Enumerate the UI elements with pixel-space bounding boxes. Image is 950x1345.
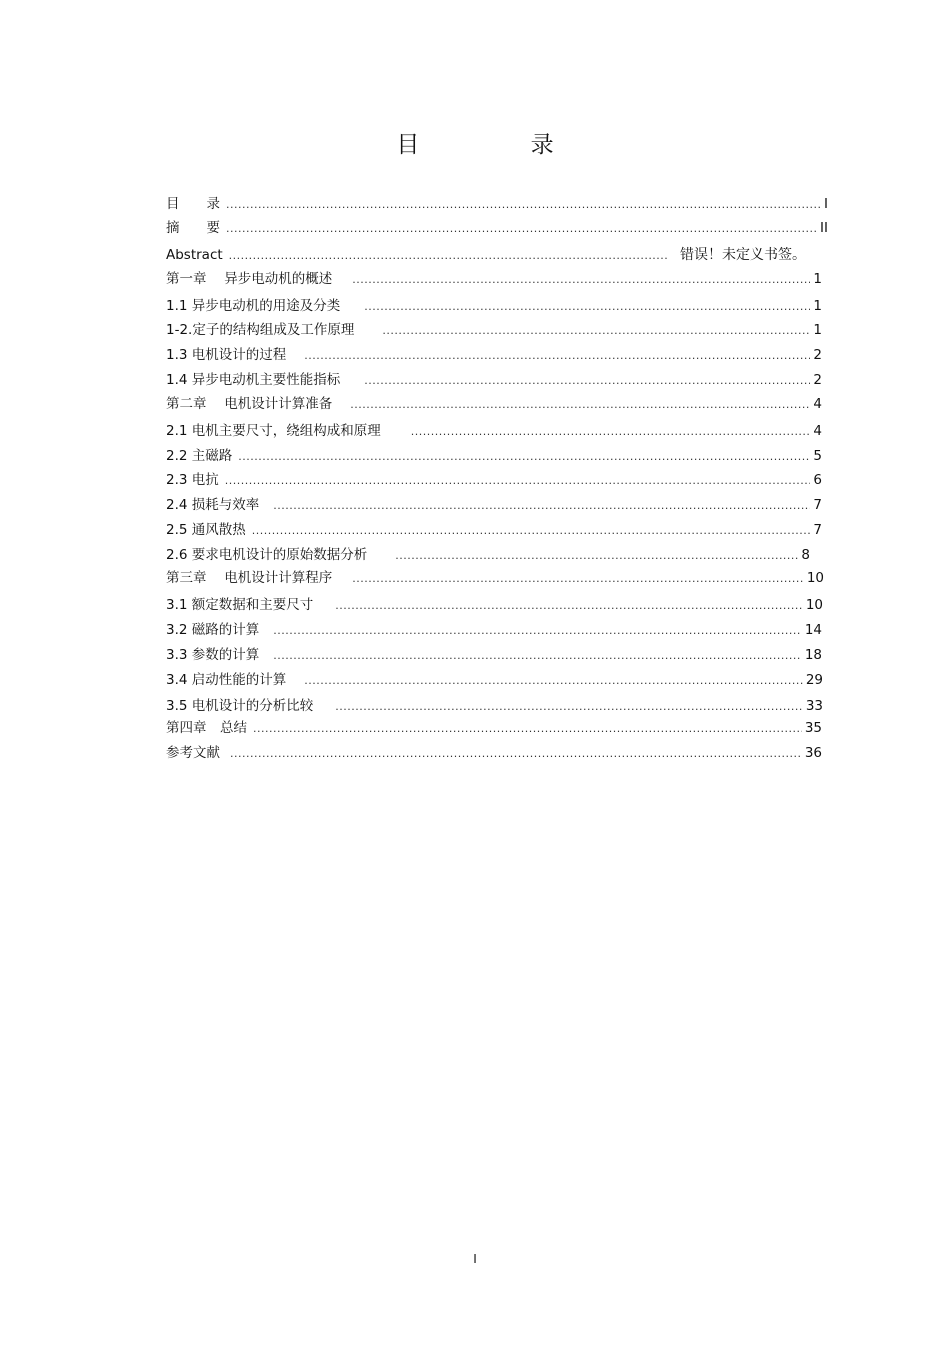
page-title: 目 录 xyxy=(396,132,606,158)
toc-entry[interactable] xyxy=(166,521,822,540)
toc-entry[interactable] xyxy=(166,671,823,690)
toc-entry-label: 2.5 通风散热 xyxy=(166,522,246,538)
toc-entry[interactable] xyxy=(166,270,822,289)
toc-entry-label: 1-2.定子的结构组成及工作原理 xyxy=(166,322,355,338)
toc-leader-dots xyxy=(253,720,802,738)
toc-error-text: 错误！未定义书签。 xyxy=(680,247,806,263)
toc-leader-dots xyxy=(335,698,803,716)
toc-entry-page: 6 xyxy=(813,472,822,488)
toc-entry[interactable] xyxy=(166,496,822,515)
toc-entry-label: 3.4 启动性能的计算 xyxy=(166,672,287,688)
toc-entry-page: 7 xyxy=(813,497,822,513)
toc-leader-dots xyxy=(364,372,810,390)
toc-entry-label: 1.1 异步电动机的用途及分类 xyxy=(166,298,341,314)
toc-entry[interactable] xyxy=(166,719,822,738)
toc-entry[interactable] xyxy=(166,219,828,238)
toc-entry-label: 第四章 总结 xyxy=(166,720,247,736)
toc-entry-page: 14 xyxy=(804,622,822,638)
toc-entry[interactable] xyxy=(166,195,828,214)
toc-entry[interactable] xyxy=(166,471,822,490)
toc-entry-page: 36 xyxy=(804,745,822,761)
toc-entry-page: 7 xyxy=(813,522,822,538)
toc-entry-page: 1 xyxy=(813,322,822,338)
toc-entry-page: 10 xyxy=(806,570,824,586)
toc-entry[interactable] xyxy=(166,646,822,665)
toc-entry-label: 第三章 电机设计计算程序 xyxy=(166,570,333,586)
toc-entry-page: II xyxy=(820,220,828,236)
toc-entry-label: 1.4 异步电动机主要性能指标 xyxy=(166,372,341,388)
toc-entry-page: 18 xyxy=(804,647,822,663)
toc-entry[interactable] xyxy=(166,546,810,565)
toc-entry-page: 5 xyxy=(813,448,822,464)
toc-leader-dots xyxy=(395,547,798,565)
toc-entry[interactable] xyxy=(166,596,823,615)
toc-entry-page: 33 xyxy=(805,698,823,714)
toc-entry-page: 2 xyxy=(813,372,822,388)
toc-entry-page: 29 xyxy=(805,672,823,688)
toc-entry-page: 35 xyxy=(804,720,822,736)
toc-entry-label: 2.1 电机主要尺寸，绕组构成和原理 xyxy=(166,423,381,439)
toc-entry-label: 摘 要 xyxy=(166,220,220,236)
toc-leader-dots xyxy=(226,220,817,238)
toc-entry[interactable] xyxy=(166,297,822,316)
toc-entry-page: 4 xyxy=(813,396,822,412)
toc-entry[interactable] xyxy=(166,621,822,640)
toc-entry-label: 第二章 电机设计计算准备 xyxy=(166,396,333,412)
toc-entry[interactable] xyxy=(166,422,822,441)
toc-entry-label: 目 录 xyxy=(166,196,220,212)
toc-entry-page: 1 xyxy=(813,271,822,287)
footer-page-number: I xyxy=(473,1252,477,1266)
toc-leader-dots xyxy=(238,448,810,466)
toc-entry[interactable] xyxy=(166,371,822,390)
toc-leader-dots xyxy=(350,396,810,414)
toc-entry[interactable] xyxy=(166,697,823,716)
toc-entry-label: 2.4 损耗与效率 xyxy=(166,497,260,513)
toc-leader-dots xyxy=(304,672,803,690)
toc-entry-label: 1.3 电机设计的过程 xyxy=(166,347,287,363)
toc-entry-page: 4 xyxy=(813,423,822,439)
toc-entry-page: 2 xyxy=(813,347,822,363)
toc-entry[interactable] xyxy=(166,246,806,265)
toc-leader-dots xyxy=(229,247,667,265)
toc-leader-dots xyxy=(230,745,802,763)
toc-entry-page: 1 xyxy=(813,298,822,314)
toc-entry-label: 2.3 电抗 xyxy=(166,472,219,488)
toc-leader-dots xyxy=(304,347,810,365)
toc-entry-label: 第一章 异步电动机的概述 xyxy=(166,271,333,287)
toc-leader-dots xyxy=(252,522,811,540)
toc-entry-label: 3.5 电机设计的分析比较 xyxy=(166,698,314,714)
toc-entry[interactable] xyxy=(166,569,824,588)
toc-entry-label: 参考文献 xyxy=(166,745,220,761)
toc-entry[interactable] xyxy=(166,395,822,414)
toc-entry-label: 3.3 参数的计算 xyxy=(166,647,260,663)
toc-entry[interactable] xyxy=(166,447,822,466)
toc-leader-dots xyxy=(225,472,811,490)
toc-entry-label: 3.2 磁路的计算 xyxy=(166,622,260,638)
toc-entry-page: 8 xyxy=(801,547,810,563)
toc-leader-dots xyxy=(352,570,804,588)
toc-leader-dots xyxy=(364,298,810,316)
toc-entry[interactable] xyxy=(166,346,822,365)
toc-entry-label: 2.2 主磁路 xyxy=(166,448,233,464)
toc-entry-label: 3.1 额定数据和主要尺寸 xyxy=(166,597,314,613)
toc-leader-dots xyxy=(335,597,803,615)
toc-leader-dots xyxy=(352,271,810,289)
toc-entry-label: Abstract xyxy=(166,247,223,263)
toc-leader-dots xyxy=(273,647,802,665)
toc-entry-page: 10 xyxy=(805,597,823,613)
toc-leader-dots xyxy=(382,322,810,340)
toc-entry-label: 2.6 要求电机设计的原始数据分析 xyxy=(166,547,368,563)
toc-leader-dots xyxy=(411,423,811,441)
toc-entry[interactable] xyxy=(166,744,822,763)
toc-leader-dots xyxy=(226,196,821,214)
toc-entry[interactable] xyxy=(166,321,822,340)
toc-leader-dots xyxy=(273,622,802,640)
toc-leader-dots xyxy=(273,497,810,515)
toc-entry-page: I xyxy=(824,196,828,212)
